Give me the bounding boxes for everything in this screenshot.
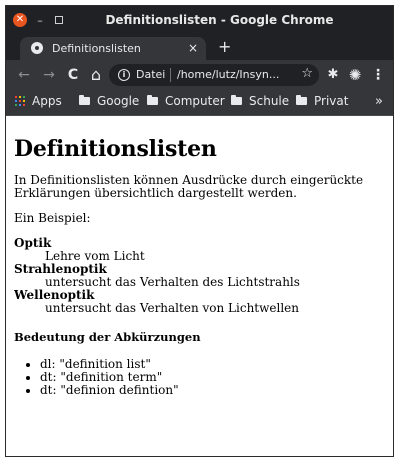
window-close-button[interactable]: ✕ [13, 13, 27, 27]
tab-definitionslisten[interactable] [20, 37, 206, 60]
menu-kebab-icon[interactable]: ⋮ [371, 67, 385, 83]
definition-term: Wellenoptik [14, 288, 95, 302]
definition-term: Optik [14, 236, 52, 250]
definition-description: untersucht das Verhalten des Lichtstrahls [45, 275, 300, 289]
bookmarks-more-button[interactable]: » [375, 94, 383, 109]
bookmark-schule[interactable] [231, 94, 289, 108]
navigation-toolbar [6, 60, 393, 90]
abbreviations-heading: Bedeutung der Abkürzungen [14, 330, 201, 344]
folder-icon [296, 97, 307, 105]
example-label: Ein Beispiel: [14, 211, 91, 225]
apps-grid-dot [15, 96, 17, 98]
apps-grid-dot [23, 96, 25, 98]
bookmark-label: Apps [32, 94, 62, 108]
apps-grid-dot [19, 100, 21, 102]
bookmark-star-icon[interactable]: ☆ [301, 66, 313, 81]
apps-grid-dot [15, 100, 17, 102]
profile-avatar-icon[interactable]: ✺ [348, 66, 362, 84]
intro-paragraph: In Definitionslisten können Ausdrücke durch eingerückte Erklärungen übersichtlich dargestellt werden. [14, 173, 364, 200]
bookmark-label: Computer [165, 94, 225, 108]
abbreviations-list [14, 358, 385, 397]
extension-puzzle-icon[interactable]: ✱ [327, 67, 339, 82]
url-separator [170, 68, 171, 82]
tab-title: Definitionslisten [52, 42, 141, 55]
bookmark-google[interactable] [79, 94, 139, 108]
definition-term: Strahlenoptik [14, 262, 107, 276]
bookmark-label: Schule [249, 94, 290, 108]
bookmark-label: Google [97, 94, 140, 108]
page-content [6, 116, 393, 456]
page-title: Definitionslisten [14, 136, 217, 162]
folder-icon [79, 97, 90, 105]
apps-grid-dot [15, 104, 17, 106]
forward-button[interactable]: → [43, 67, 55, 83]
tab-close-button[interactable]: × [187, 41, 198, 55]
apps-grid-dot [23, 100, 25, 102]
apps-grid-dot [19, 104, 21, 106]
address-bar[interactable] [109, 64, 319, 86]
window-minimize-button[interactable]: – [37, 13, 43, 27]
definition-description: Lehre vom Licht [45, 249, 145, 263]
title-bar [6, 6, 393, 34]
browser-window [5, 5, 394, 457]
apps-grid-icon [15, 96, 25, 106]
bookmark-label: Privat [314, 94, 349, 108]
new-tab-button[interactable]: + [218, 37, 232, 56]
list-item: • dt: "definion defintion" [40, 384, 385, 397]
bookmark-apps[interactable] [15, 94, 62, 108]
bookmarks-bar [6, 90, 393, 116]
reload-button[interactable]: C [67, 67, 79, 83]
list-item: • dt: "definition term" [40, 371, 385, 384]
bookmark-computer[interactable] [147, 94, 225, 108]
definition-description: untersucht das Verhalten von Lichtwellen [45, 301, 299, 315]
apps-grid-dot [23, 104, 25, 106]
window-title: Definitionslisten - Google Chrome [105, 13, 334, 27]
url-protocol: Datei [136, 68, 166, 81]
apps-grid-dot [19, 96, 21, 98]
definition-list [14, 237, 385, 315]
folder-icon [231, 97, 242, 105]
bookmark-privat[interactable] [296, 94, 348, 108]
info-icon[interactable]: i [118, 69, 130, 81]
folder-icon [147, 97, 158, 105]
url-text[interactable]: /home/lutz/Insyn... [177, 68, 280, 81]
list-item: • dl: "definition list" [40, 358, 385, 371]
home-button[interactable]: ⌂ [90, 65, 102, 84]
tab-strip [6, 34, 393, 60]
globe-icon [31, 42, 43, 54]
back-button[interactable]: ← [18, 67, 30, 83]
